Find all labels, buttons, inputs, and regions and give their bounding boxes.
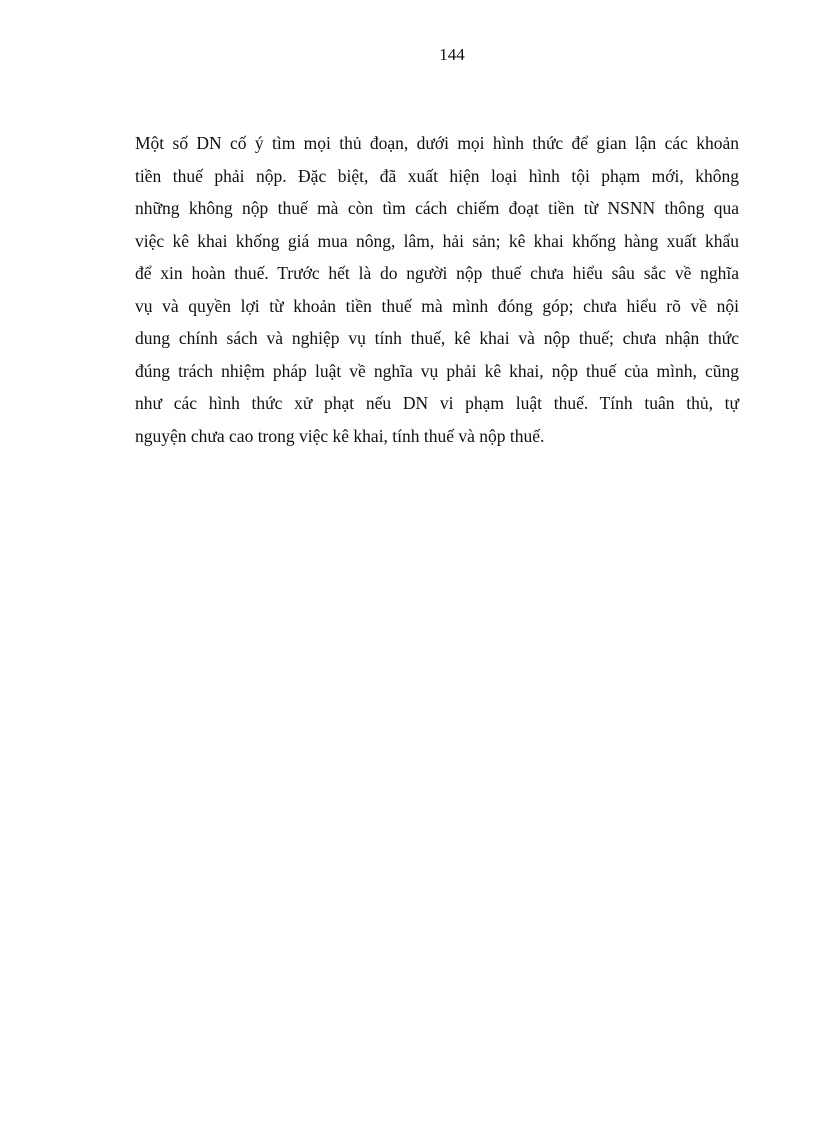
paragraph-line: vụ và quyền lợi từ khoản tiền thuế mà mình đóng góp; chưa hiểu rõ về nội [135,295,739,316]
paragraph-line: việc kê khai khống giá mua nông, lâm, hải sản; kê khai khống hàng xuất khẩu [135,230,739,251]
body-paragraph [135,127,739,452]
page-number: 144 [439,45,465,64]
paragraph-line: tiền thuế phải nộp. Đặc biệt, đã xuất hiện loại hình tội phạm mới, không [135,165,739,186]
paragraph-line: đúng trách nhiệm pháp luật về nghĩa vụ phải kê khai, nộp thuế của mình, cũng [135,360,739,381]
paragraph-line: để xin hoàn thuế. Trước hết là do người nộp thuế chưa hiểu sâu sắc về nghĩa [135,263,739,283]
paragraph-line: dung chính sách và nghiệp vụ tính thuế, kê khai và nộp thuế; chưa nhận thức [135,328,739,348]
paragraph-line: nguyện chưa cao trong việc kê khai, tính thuế và nộp thuế. [135,425,545,446]
paragraph-line: Một số DN cố ý tìm mọi thủ đoạn, dưới mọi hình thức để gian lận các khoản [135,133,739,153]
paragraph-line: như các hình thức xử phạt nếu DN vi phạm luật thuế. Tính tuân thủ, tự [135,393,739,413]
paragraph-line: những không nộp thuế mà còn tìm cách chiếm đoạt tiền từ NSNN thông qua [135,198,739,218]
